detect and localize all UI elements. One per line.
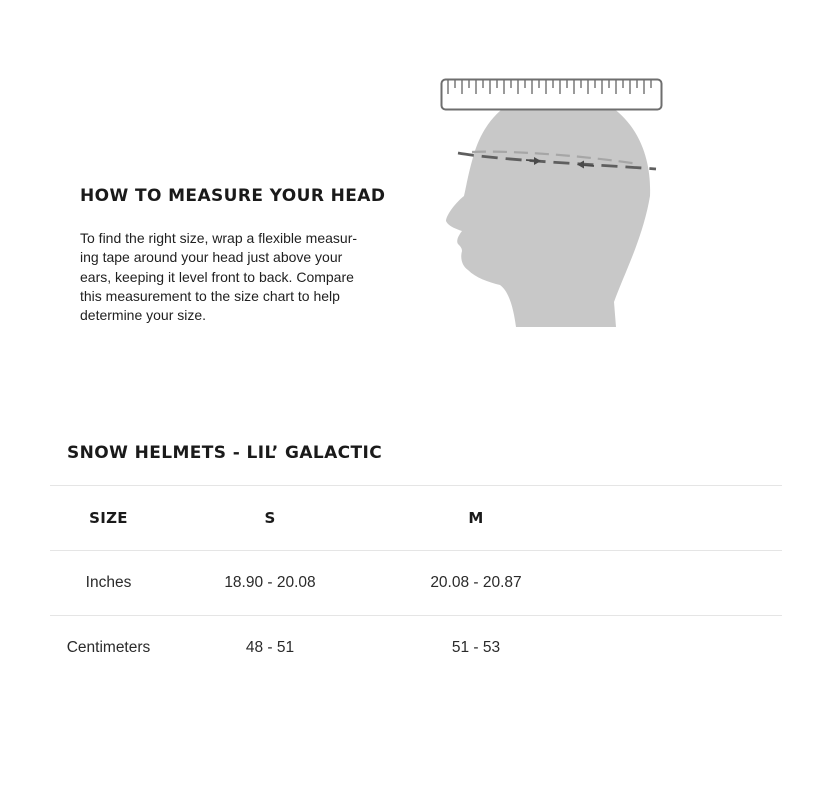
centimeters-s-value: 48 - 51 [245,639,295,656]
table-row [50,550,782,615]
size-table-title: SNOW HELMETS - LIL’ GALACTIC [67,443,383,463]
header-size: SIZE [89,509,128,527]
measure-title: HOW TO MEASURE YOUR HEAD [80,186,386,206]
header-size-m: M [468,509,484,527]
header-size-s: S [264,509,276,527]
table-header-row [50,485,782,550]
row-label-inches: Inches [85,574,132,591]
table-row [50,615,782,680]
inches-s-value: 18.90 - 20.08 [224,574,316,591]
inches-m-value: 20.08 - 20.87 [430,574,522,591]
row-label-centimeters: Centimeters [66,639,151,656]
ruler-icon [442,80,662,110]
size-table [50,485,782,680]
measure-description: To find the right size, wrap a flexible measur- ing tape around your head just above your ears, keeping it level front to back. Compare this measurement to the size chart to help determine your size. [80,230,358,324]
head-profile-icon [446,90,650,327]
head-measure-illustration [438,76,670,330]
centimeters-m-value: 51 - 53 [451,639,501,656]
